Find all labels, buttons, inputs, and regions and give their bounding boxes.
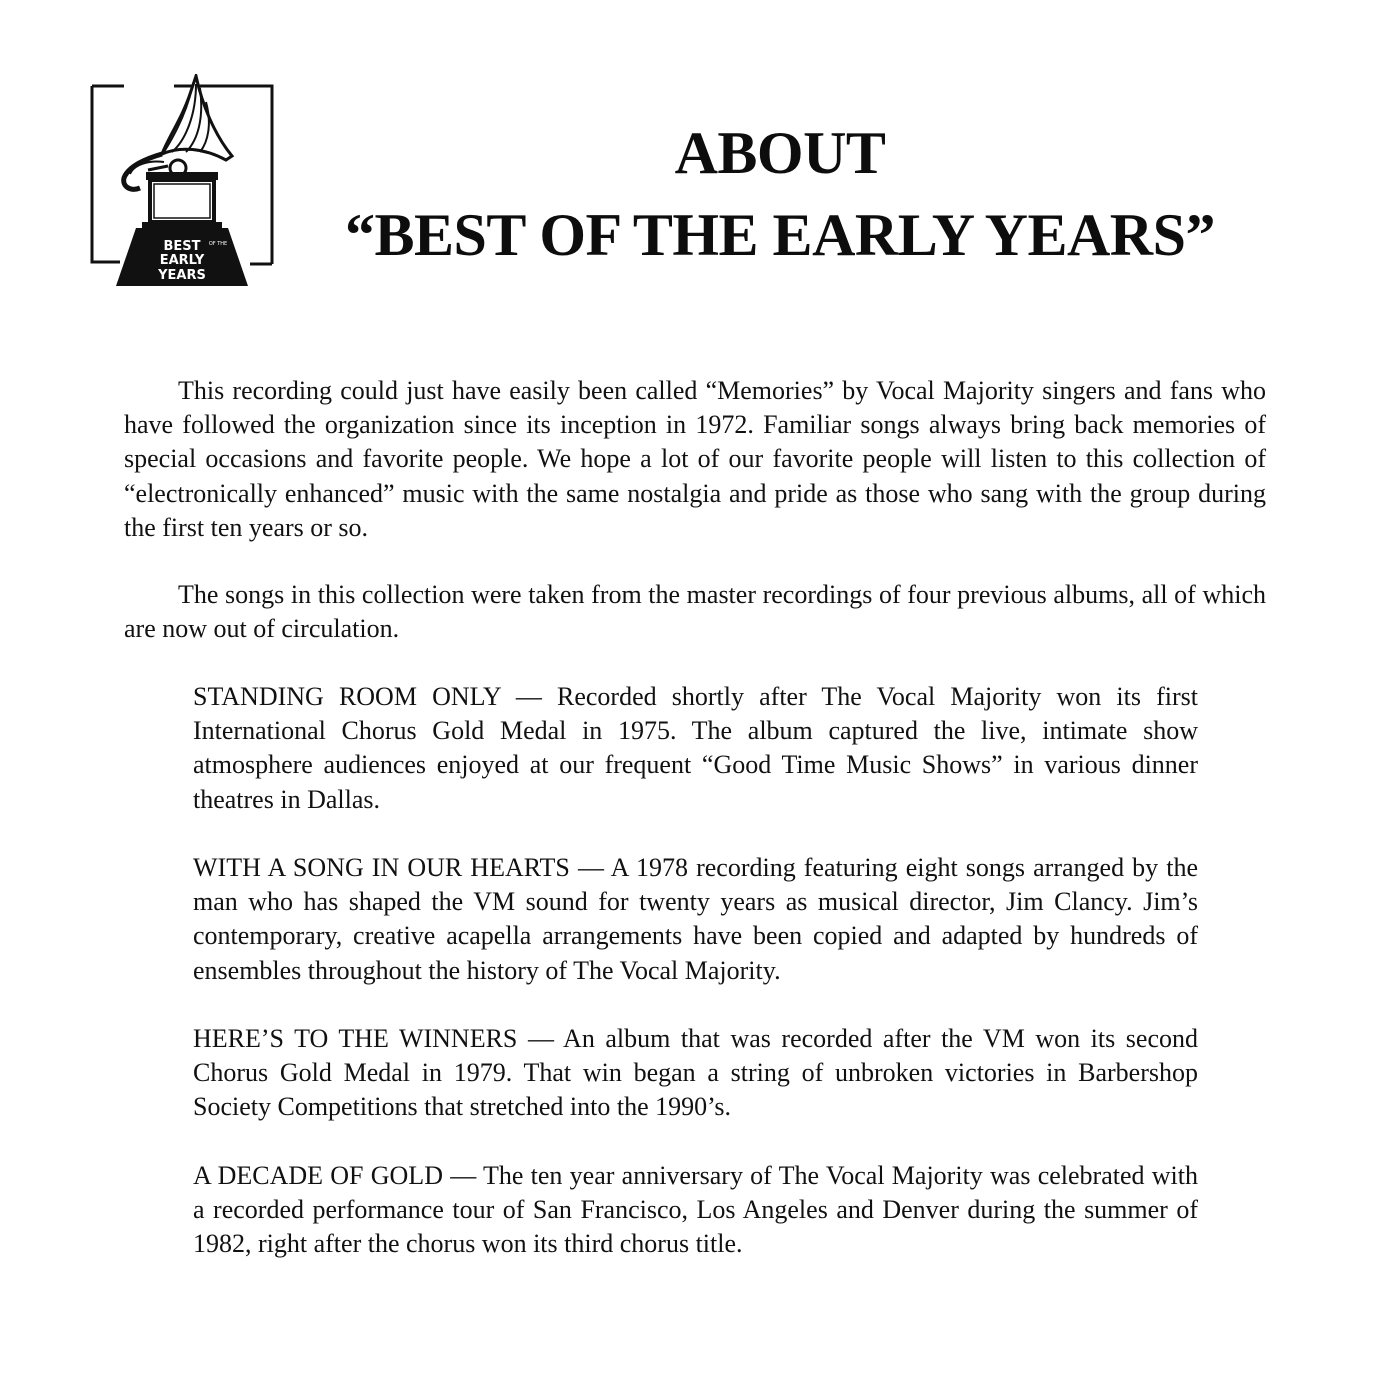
intro-paragraph: This recording could just have easily been called “Memories” by Vocal Majority singers and fans who have followed the organization since its inception in 1972. Familiar songs always bring back memories of special occasions and favorite people. We hope a lot of our favorite people will listen to this collection of “electronically enhanced” music with the same nostalgia and pride as those who sang with the group during the first ten years or so. — [124, 376, 1266, 542]
title-line-album-name: “BEST OF THE EARLY YEARS” — [344, 202, 1215, 268]
gramophone-logo — [90, 74, 276, 288]
album-description-a-decade-of-gold: A DECADE OF GOLD — The ten year anniversary of The Vocal Majority was celebrated with a recorded performance tour of San Francisco, Los Angeles and Denver during the summer of 1982, right after the chorus won its third chorus title. — [193, 1161, 1198, 1259]
logo-text-early: EARLY — [159, 253, 205, 268]
title-line-about: ABOUT — [674, 120, 886, 186]
album-description-with-a-song-in-our-hearts: WITH A SONG IN OUR HEARTS — A 1978 recording featuring eight songs arranged by the man who has shaped the VM sound for twenty years as musical director, Jim Clancy. Jim’s contemporary, creative acapella arrangements have been copied and adapted by hundreds of ensembles throughout the history of The Vocal Majority. — [193, 853, 1198, 985]
intro-paragraph: The songs in this collection were taken from the master recordings of four previous albums, all of which are now out of circulation. — [124, 580, 1266, 644]
page-title — [280, 112, 1280, 276]
gramophone-icon — [90, 74, 276, 288]
logo-text-best: BEST — [163, 239, 201, 254]
logo-text-years: YEARS — [158, 268, 206, 283]
logo-text-of-the: OF THE — [208, 241, 228, 247]
album-description-heres-to-the-winners: HERE’S TO THE WINNERS — An album that was recorded after the VM won its second Chorus Gold Medal in 1979. That win began a string of unbroken victories in Barbershop Society Competitions that stretched into the 1990’s. — [193, 1024, 1198, 1122]
album-description-standing-room-only: STANDING ROOM ONLY — Recorded shortly after The Vocal Majority won its first International Chorus Gold Medal in 1975. The album captured the live, intimate show atmosphere audiences enjoyed at our frequent “Good Time Music Shows” in various dinner theatres in Dallas. — [193, 682, 1198, 814]
